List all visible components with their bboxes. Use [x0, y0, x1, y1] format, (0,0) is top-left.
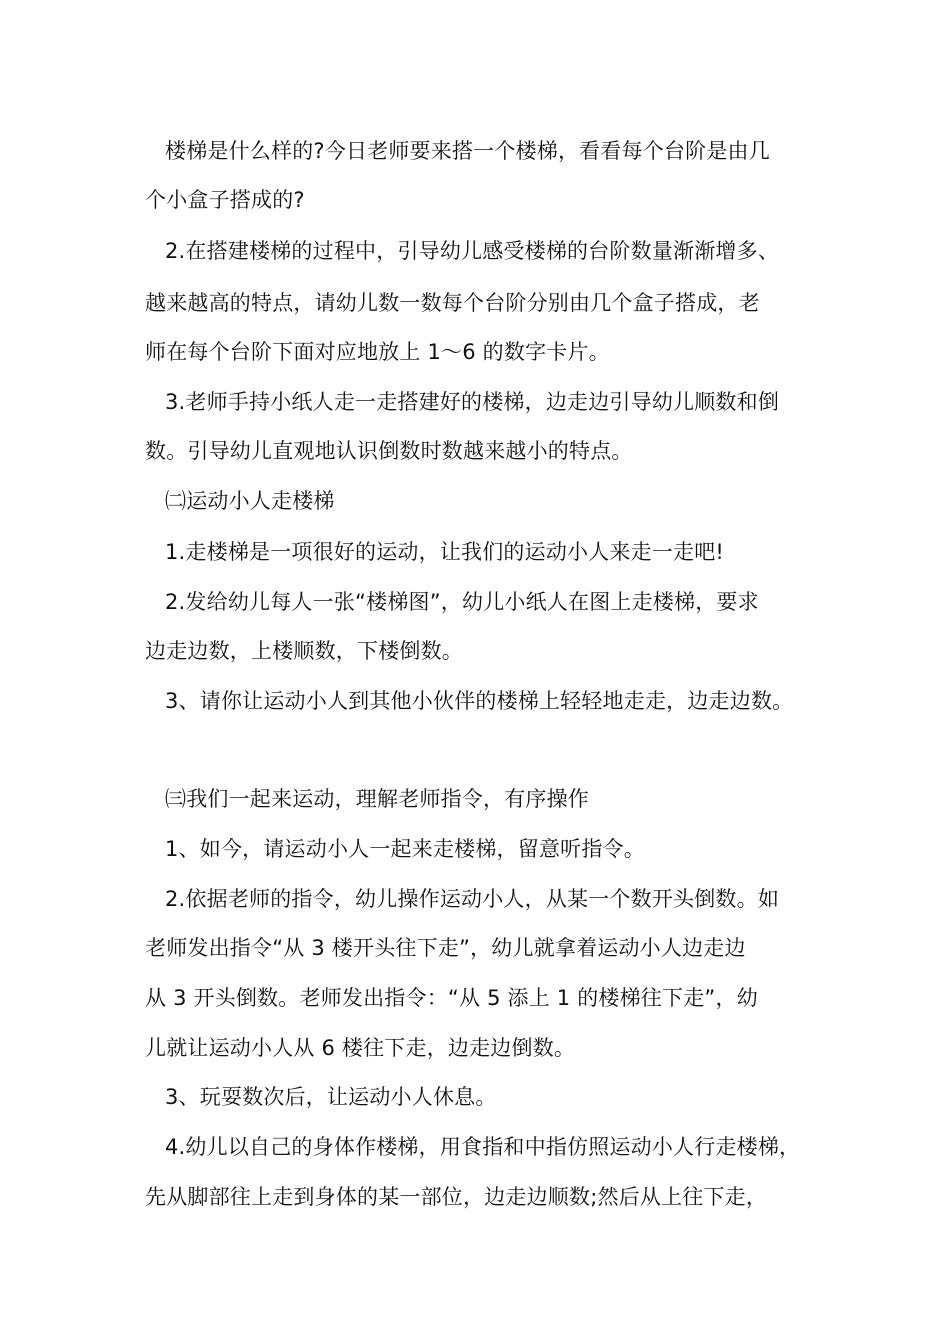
text-line: 先从脚部往上走到身体的某一部位，边走边顺数;然后从上往下走， — [145, 1185, 768, 1209]
text-line: 1、如今，请运动小人一起来走楼梯，留意听指令。 — [165, 837, 645, 861]
text-line: 3、请你让运动小人到其他小伙伴的楼梯上轻轻地走走，边走边数。 — [165, 689, 794, 713]
text-line: 从 3 开头倒数。老师发出指令：“从 5 添上 1 的楼梯往下走”，幼 — [145, 986, 758, 1010]
text-line: 边走边数，上楼顺数，下楼倒数。 — [145, 639, 463, 663]
text-line: 个小盒子搭成的? — [145, 188, 305, 212]
text-line: 楼梯是什么样的?今日老师要来搭一个楼梯，看看每个台阶是由几 — [165, 139, 770, 163]
text-line: 2.依据老师的指令，幼儿操作运动小人，从某一个数开头倒数。如 — [165, 887, 780, 911]
text-line: 1.走楼梯是一项很好的运动，让我们的运动小人来走一走吧! — [165, 540, 725, 564]
text-line: 4.幼儿以自己的身体作楼梯，用食指和中指仿照运动小人行走楼梯， — [165, 1135, 801, 1159]
text-line: 越来越高的特点，请幼儿数一数每个台阶分别由几个盒子搭成，老 — [145, 291, 760, 315]
text-line: 3、玩耍数次后，让运动小人休息。 — [165, 1085, 497, 1109]
text-line: 3.老师手持小纸人走一走搭建好的楼梯，边走边引导幼儿顺数和倒 — [165, 390, 780, 414]
text-line: 师在每个台阶下面对应地放上 1～6 的数字卡片。 — [145, 340, 610, 364]
text-line: 2.发给幼儿每人一张“楼梯图”，幼儿小纸人在图上走楼梯，要求 — [165, 590, 759, 614]
text-line: 儿就让运动小人从 6 楼往下走，边走边倒数。 — [145, 1036, 576, 1060]
section-heading: ㈢我们一起来运动，理解老师指令，有序操作 — [165, 787, 589, 811]
text-line: 数。引导幼儿直观地认识倒数时数越来越小的特点。 — [145, 439, 633, 463]
text-line: 老师发出指令“从 3 楼开头往下走”，幼儿就拿着运动小人边走边 — [145, 936, 746, 960]
section-heading: ㈡运动小人走楼梯 — [165, 489, 335, 513]
text-line: 2.在搭建楼梯的过程中，引导幼儿感受楼梯的台阶数量渐渐增多、 — [165, 239, 780, 263]
